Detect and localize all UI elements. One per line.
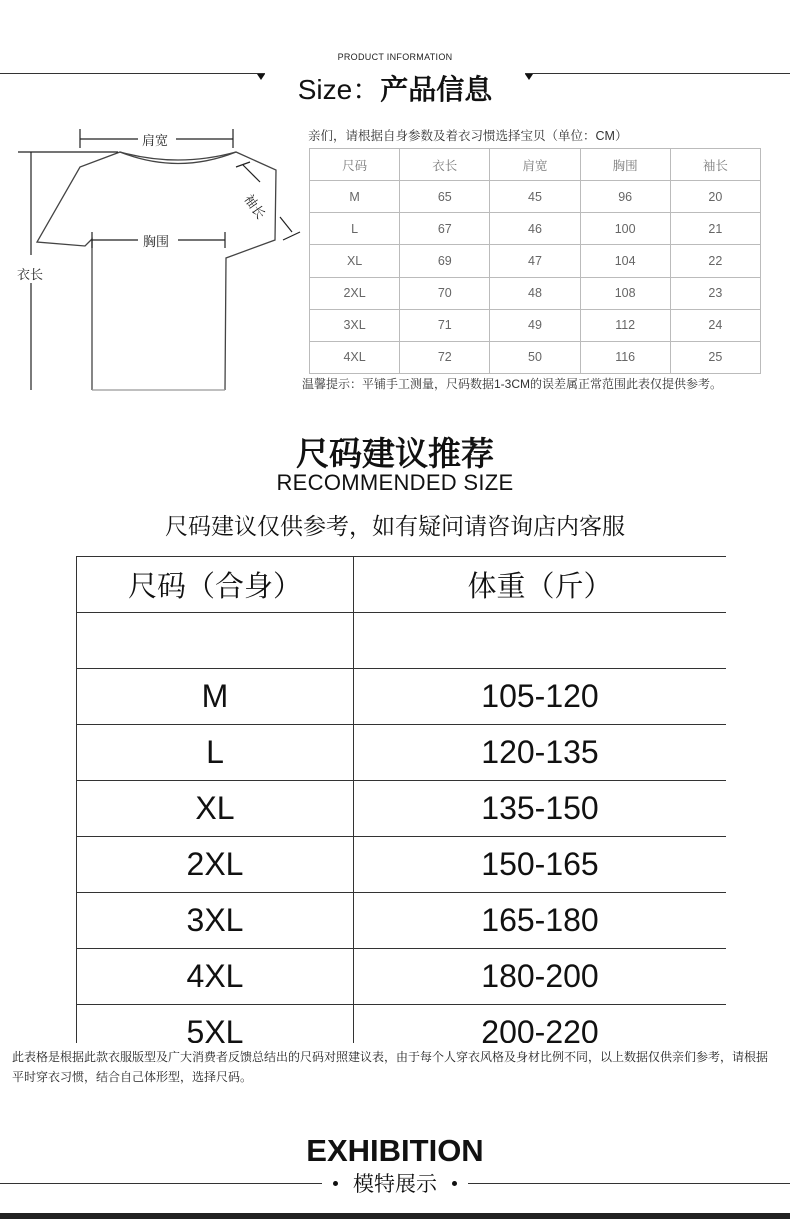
table-row [310, 213, 761, 245]
size-header-cell: 胸围 [580, 149, 670, 181]
size-cell: 100 [580, 213, 670, 245]
recommend-cell: L [77, 725, 354, 781]
size-cell: 70 [400, 277, 490, 309]
size-cell: 49 [490, 309, 580, 341]
table-row [310, 277, 761, 309]
size-cell: 46 [490, 213, 580, 245]
table-row [77, 893, 727, 949]
size-cell: M [310, 181, 400, 213]
size-cell: XL [310, 245, 400, 277]
table-row [310, 181, 761, 213]
table-row [77, 949, 727, 1005]
size-table-header [310, 149, 761, 181]
size-cell: 47 [490, 245, 580, 277]
size-cell: 21 [670, 213, 760, 245]
size-cell: 25 [670, 341, 760, 373]
recommend-cell: 180-200 [354, 949, 727, 1005]
table-row [77, 613, 727, 669]
recommend-cell: 4XL [77, 949, 354, 1005]
size-table [309, 148, 761, 374]
size-cell: 24 [670, 309, 760, 341]
recommend-table [76, 556, 726, 1043]
size-cell: 112 [580, 309, 670, 341]
size-cell: 2XL [310, 277, 400, 309]
header-small-title: PRODUCT INFORMATION [337, 52, 453, 62]
size-cell: 4XL [310, 341, 400, 373]
recommend-cell: M [77, 669, 354, 725]
size-table-note: 亲们，请根据自身参数及着衣习惯选择宝贝（单位：CM） [308, 129, 628, 143]
recommend-cell [354, 613, 727, 669]
recommend-cell: 200-220 [354, 1005, 727, 1044]
recommend-disclaimer: 此表格是根据此款衣服版型及广大消费者反馈总结出的尺码对照建议表，由于每个人穿衣风格及身材比例不同，以上数据仅供亲们参考，请根据平时穿衣习惯，结合自己体形型，选择尺码。 [12, 1050, 769, 1084]
table-row [310, 341, 761, 373]
recommend-subtitle: RECOMMENDED SIZE [276, 470, 514, 495]
size-cell: 69 [400, 245, 490, 277]
size-table-tip: 温馨提示：平铺手工测量，尺码数据1-3CM的误差属正常范围此表仅提供参考。 [302, 377, 723, 391]
recommend-title: 尺码建议推荐 [296, 435, 494, 472]
sleeve-label: 袖长 [241, 191, 269, 222]
size-cell: 71 [400, 309, 490, 341]
tshirt-diagram [0, 120, 305, 395]
table-row [77, 725, 727, 781]
exhibition-dot-right-icon [452, 1181, 457, 1186]
size-cell: 67 [400, 213, 490, 245]
table-row [310, 309, 761, 341]
length-label: 衣长 [17, 267, 44, 282]
header-title-prefix: Size： [297, 74, 381, 105]
recommend-cell: 150-165 [354, 837, 727, 893]
shoulder-label: 肩宽 [142, 133, 169, 148]
recommend-cell: XL [77, 781, 354, 837]
size-cell: 50 [490, 341, 580, 373]
size-cell: 45 [490, 181, 580, 213]
exhibition-title: EXHIBITION [306, 1133, 484, 1168]
size-header-cell: 尺码 [310, 149, 400, 181]
size-cell: 22 [670, 245, 760, 277]
table-row [77, 837, 727, 893]
size-cell: 23 [670, 277, 760, 309]
header-title-cn: 产品信息 [380, 74, 493, 105]
size-header-cell: 袖长 [670, 149, 760, 181]
size-cell: L [310, 213, 400, 245]
recommend-table-header [77, 557, 727, 613]
recommend-table-wrapper [76, 556, 726, 1043]
recommend-header-cell: 体重（斤） [354, 557, 727, 613]
size-cell: 108 [580, 277, 670, 309]
bottom-image-strip [0, 1213, 790, 1219]
exhibition-subtitle: 模特展示 [353, 1173, 437, 1196]
size-cell: 72 [400, 341, 490, 373]
recommend-cell: 3XL [77, 893, 354, 949]
size-cell: 48 [490, 277, 580, 309]
recommend-cell: 165-180 [354, 893, 727, 949]
size-cell: 116 [580, 341, 670, 373]
table-row [77, 1005, 727, 1044]
recommend-cell: 2XL [77, 837, 354, 893]
exhibition-line-right [468, 1183, 790, 1184]
recommend-cell [77, 613, 354, 669]
recommend-note: 尺码建议仅供参考，如有疑问请咨询店内客服 [165, 513, 625, 539]
size-cell: 104 [580, 245, 670, 277]
size-header-cell: 衣长 [400, 149, 490, 181]
table-row [77, 781, 727, 837]
recommend-cell: 105-120 [354, 669, 727, 725]
chest-label: 胸围 [143, 234, 170, 249]
recommend-cell: 5XL [77, 1005, 354, 1044]
size-cell: 3XL [310, 309, 400, 341]
table-row [310, 245, 761, 277]
header-title [0, 68, 790, 108]
recommend-cell: 135-150 [354, 781, 727, 837]
size-cell: 96 [580, 181, 670, 213]
size-header-cell: 肩宽 [490, 149, 580, 181]
recommend-header-cell: 尺码（合身） [77, 557, 354, 613]
size-cell: 65 [400, 181, 490, 213]
recommend-cell: 120-135 [354, 725, 727, 781]
size-cell: 20 [670, 181, 760, 213]
table-row [77, 669, 727, 725]
